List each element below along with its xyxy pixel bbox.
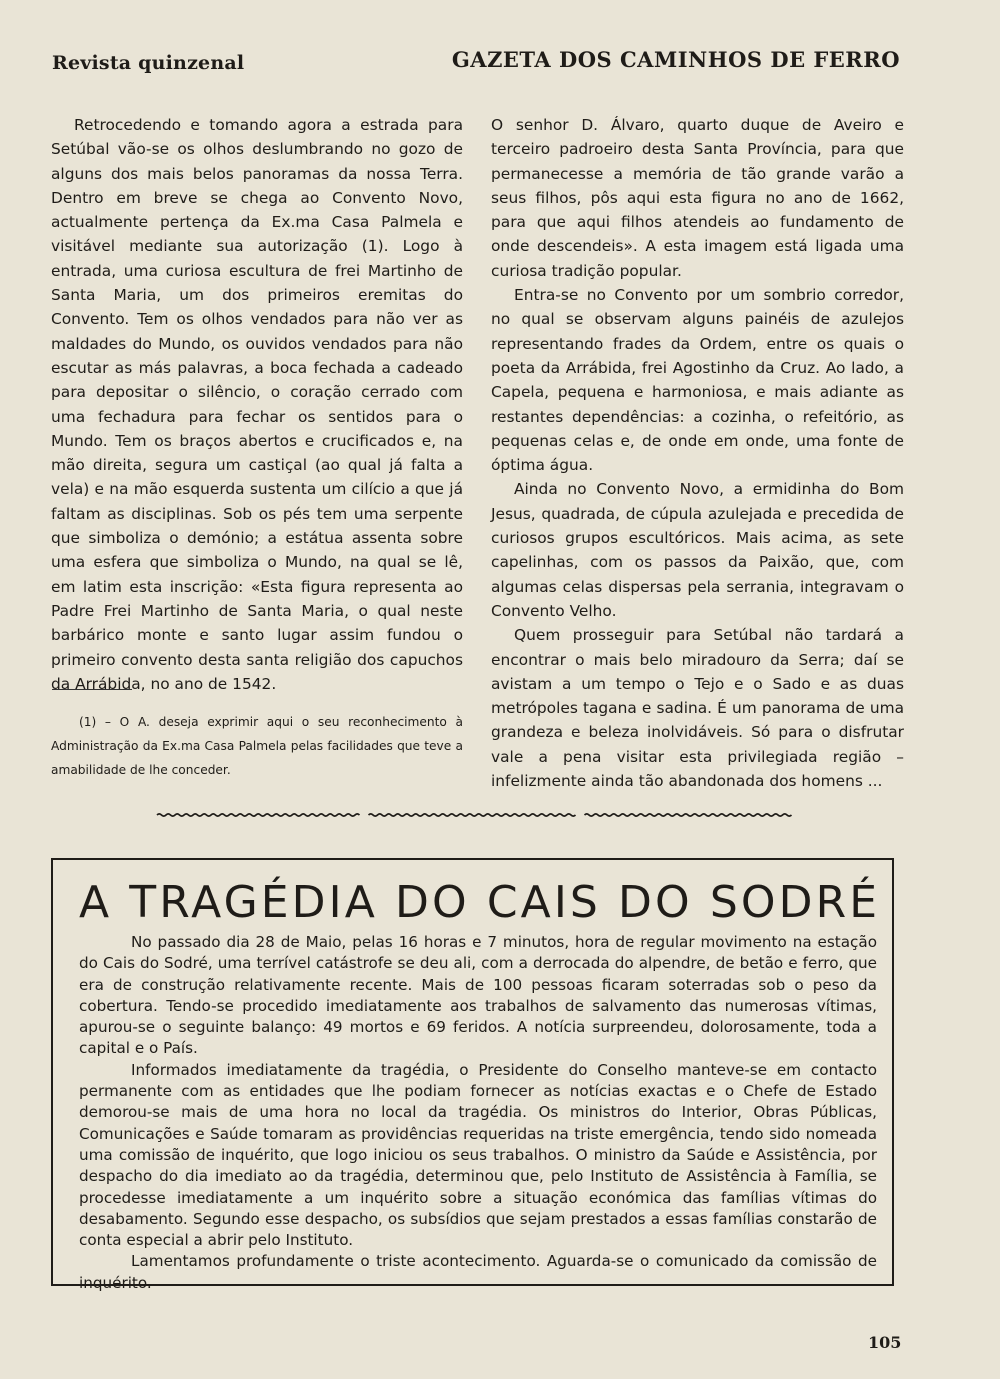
article-box [51,858,894,1292]
wavy-divider [51,812,899,818]
footnote-text: (1) – O A. deseja exprimir aqui o seu reconhecimento à Administração da Ex.ma Casa Palmela pelas facilidades que teve a amabilidade de lhe conceder. [51,715,463,777]
article-paragraph: No passado dia 28 de Maio, pelas 16 horas e 7 minutos, hora de regular movimento na estação do Cais do Sodré, uma terrível catástrofe se deu ali, com a derrocada do alpendre, de betão e ferro, que era de construção relativamente recente. Mais de 100 pessoas ficaram soterradas sob o peso da cobertura. Tendo-se procedido imediatamente aos trabalhos de salvamento das numerosas vítimas, apurou-se o seguinte balanço: 49 mortos e 69 feridos. A notícia surpreendeu, dolorosamente, toda a capital e o País. [79,933,877,1058]
page-number: 105 [868,1333,902,1352]
running-header-left: Revista quinzenal [52,52,245,74]
body-paragraph: O senhor D. Álvaro, quarto duque de Aveiro e terceiro padroeiro desta Santa Província, para que permanecesse a memória de tão grande varão a seus filhos, pôs aqui esta figura no ano de 1662, para que aqui filhos atendeis ao fundamento de onde descendeis». A esta imagem está ligada uma curiosa tradição popular. [491,116,904,280]
footnote-rule [52,689,132,690]
right-column [491,113,904,793]
left-column [51,113,463,696]
body-paragraph: Entra-se no Convento por um sombrio corredor, no qual se observam alguns painéis de azulejos representando frades da Ordem, entre os quais o poeta da Arrábida, frei Agostinho da Cruz. Ao lado, a Capela, pequena e harmoniosa, e mais adiante as restantes dependências: a cozinha, o refeitório, as pequenas celas e, de onde em onde, uma fonte de óptima água. [491,286,904,475]
wavy-rule-2 [369,814,576,816]
footnote [51,710,463,782]
article-body [79,932,877,1294]
article-paragraph: Informados imediatamente da tragédia, o Presidente do Conselho manteve-se em contacto permanente com as entidades que lhe podiam fornecer as notícias exactas e o Chefe de Estado demorou-se mais de uma hora no local da tragédia. Os ministros do Interior, Obras Públicas, Comunicações e Saúde tomaram as providências requeridas na triste emergência, tendo sido nomeada uma comissão de inquérito, que logo iniciou os seus trabalhos. O ministro da Saúde e Assistência, por despacho do dia imediato ao da tragédia, determinou que, pelo Instituto de Assistência à Família, se procedesse imediatamente a um inquérito sobre a situação económica das famílias vítimas do desabamento. Segundo esse despacho, os subsídios que sejam prestados a essas famílias constarão de conta especial a abrir pelo Instituto. [79,1060,877,1250]
body-paragraph: Ainda no Convento Novo, a ermidinha do Bom Jesus, quadrada, de cúpula azulejada e precedida de curiosos grupos escultóricos. Mais acima, as sete capelinhas, com os passos da Paixão, que, com algumas celas dispersas pela serrania, integravam o Convento Velho. [491,480,904,620]
body-paragraph: Quem prosseguir para Setúbal não tardará a encontrar o mais belo miradouro da Serra; daí se avistam a um tempo o Tejo e o Sado e as duas metrópoles tagana e sadina. É um panorama de uma grandeza e beleza inolvidáveis. Só para o disfrutar vale a pena visitar esta privilegiada região – infelizmente ainda tão abandonada dos homens ... [491,626,904,791]
running-header-right: GAZETA DOS CAMINHOS DE FERRO [451,47,900,72]
wavy-rule-3 [585,814,792,816]
article-paragraph: Lamentamos profundamente o triste acontecimento. Aguarda-se o comunicado da comissão de inquérito. [79,1252,877,1292]
article-title: A TRAGÉDIA DO CAIS DO SODRÉ [79,877,881,928]
wavy-rule-1 [157,814,360,816]
body-paragraph: Retrocedendo e tomando agora a estrada para Setúbal vão-se os olhos deslumbrando no gozo de alguns dos mais belos panoramas da nossa Terra. Dentro em breve se chega ao Convento Novo, actualmente pertença da Ex.ma Casa Palmela e visitável mediante sua autorização (1). Logo à entrada, uma curiosa escultura de frei Martinho de Santa Maria, um dos primeiros eremitas do Convento. Tem os olhos vendados para não ver as maldades do Mundo, os ouvidos vendados para não escutar as más palavras, a boca fechada a cadeado para depositar o silêncio, o coração cerrado com uma fechadura para fechar os sentidos para o Mundo. Tem os braços abertos e crucificados e, na mão direita, segura um castiçal (ao qual já falta a vela) e na mão esquerda sustenta um cilício a que já faltam as disciplinas. Sob os pés tem uma serpente que simboliza o demónio; a estátua assenta sobre uma esfera que simboliza o Mundo, na qual se lê, em latim esta inscrição: «Esta figura representa ao Padre Frei Martinho de Santa Maria, o qual neste barbárico monte e santo lugar assim fundou o primeiro convento desta santa religião dos capuchos da Arrábida, no ano de 1542. [51,116,463,693]
